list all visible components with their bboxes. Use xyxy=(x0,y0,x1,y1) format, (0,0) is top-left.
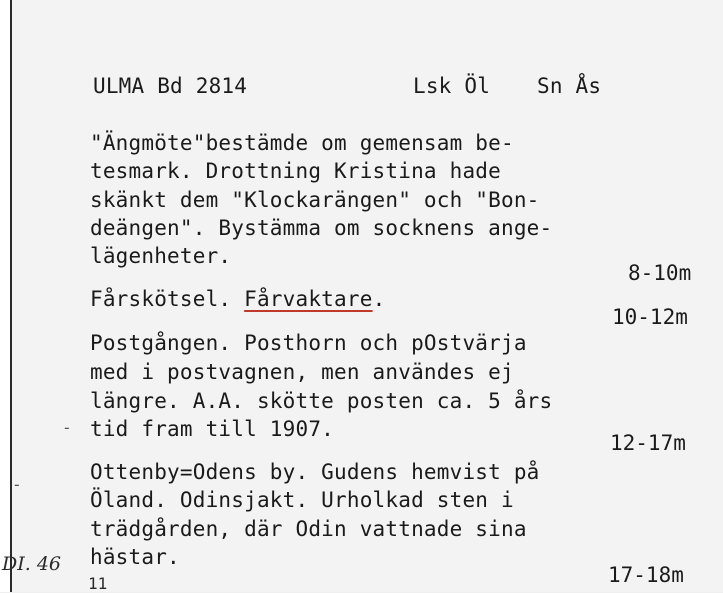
text-line: Ottenby=Odens by. Gudens hemvist på xyxy=(90,460,540,484)
margin-dash: - xyxy=(12,475,22,494)
text-part: Fårskötsel. xyxy=(90,287,245,311)
text-line: trädgården, där Odin vattnade sina xyxy=(90,517,527,541)
text-line xyxy=(90,287,385,311)
underlined-term: Fårvaktare xyxy=(244,287,373,311)
footer-number: 11 xyxy=(88,574,108,593)
card-edge xyxy=(0,0,10,592)
margin-dash: - xyxy=(62,418,72,437)
text-line: deängen". Bystämma om socknens ange- xyxy=(90,216,553,240)
landskap-label: Lsk Öl xyxy=(413,74,491,98)
text-line: hästar. xyxy=(90,545,180,569)
text-part: . xyxy=(372,287,386,311)
text-line: Postgången. Posthorn och pOstvärja xyxy=(90,331,527,355)
text-line: längre. A.A. skötte posten ca. 5 års xyxy=(90,389,553,413)
text-line: skänkt dem "Klockarängen" och "Bon- xyxy=(90,188,540,212)
archive-reference: ULMA Bd 2814 xyxy=(93,74,248,98)
text-line: tesmark. Drottning Kristina hade xyxy=(90,159,501,183)
text-line: lägenheter. xyxy=(90,244,232,268)
text-line: med i postvagnen, men användes ej xyxy=(90,360,514,384)
time-range: 17-18m xyxy=(608,563,684,587)
text-line: Öland. Odinsjakt. Urholkad sten i xyxy=(90,488,514,512)
time-range: 12-17m xyxy=(610,431,686,455)
time-range: 8-10m xyxy=(628,261,692,285)
handwritten-margin-note: DI. 46 xyxy=(2,553,61,575)
text-line: tid fram till 1907. xyxy=(90,417,335,441)
time-range: 10-12m xyxy=(612,305,688,329)
text-line: "Ängmöte"bestämde om gemensam be- xyxy=(90,131,514,155)
socken-label: Sn Ås xyxy=(537,74,602,98)
